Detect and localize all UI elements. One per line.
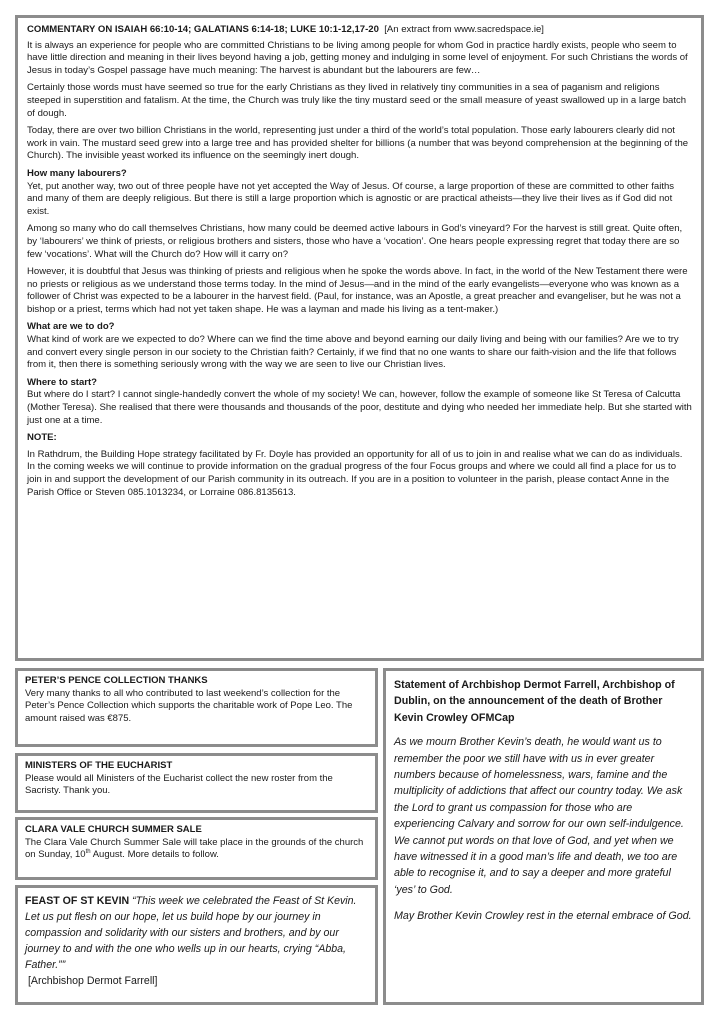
statement-closing: May Brother Kevin Crowley rest in the eternal embrace of God. [394,910,692,923]
commentary-paragraph: But where do I start? I cannot single-handedly convert the whole of my society! We can, however, follow the example of someone like St Teresa of Calcutta (Mother Teresa). She realised that there were thousands and thousands of the poor, destitute and dying who needed her immediate help. But she started with just one at a time. [27,389,692,426]
feast-of-st-kevin-notice [15,885,378,1005]
commentary-paragraph: Yet, put another way, two out of three people have not yet accepted the Way of Jesus. Of course, a large proportion of these are committed to other faiths and many of them are deeply religious. But there is still a large proportion which is agnostic or are practical atheists—they live their lives as if God did not exist. [27,180,675,217]
commentary-paragraph: What kind of work are we expected to do? Where can we find the time above and beyond earning our daily living and being with our families? Are we to try and convert every single person in our society to the Christian faith? Certainly, if we find that no one wants to share our faith-vision and the life that follows from it, then there is something seriously wrong with the way we are seen to live our Christian lives. [27,334,679,371]
summer-sale-text: The Clara Vale Church Summer Sale will take place in the grounds of the church on Sunday, 10 [25,836,364,861]
peters-pence-body: Very many thanks to all who contributed to last weekend’s collection for the Peter’s Pence Collection which supports the charitable work of Pope Leo. The amount raised was €875. [25,687,353,724]
commentary-title [27,24,692,37]
feast-quote: “This week we celebrated the Feast of St Kevin. Let us put flesh on our hope, let us build hope by our journey in compassion and solidarity with our sisters and brothers, and by our journey to and with the one who wells up in our hearts, crying “Abba, Father.”” [25,895,357,971]
statement-paragraph: As we mourn Brother Kevin’s death, he would want us to remember the poor we still have with us in ever greater numbers because of homelessness, wars, famine and the multiplicity of addictions that affect our country today. We ask the Lord to grant us compassion for those who are experiencing Calvary and sorrow for our own self-indulgence. We cannot put words on that love of God, and yet when we have witnessed it in a good man’s life and death, we too are able to recognise it, and to say a deeper and more grateful ‘yes’ to God. [394,736,684,896]
note-heading: NOTE: [27,432,57,444]
source-note: [An extract from www.sacredspace.ie] [384,24,544,35]
summer-sale-text-end: August. More details to follow. [90,849,219,861]
ministers-notice [15,753,378,813]
commentary-paragraph: Among so many who do call themselves Christians, how many could be deemed active labours in God’s vineyard? For the harvest is still great. Quite often, by ‘labourers’ we think of priests, or religious brothers and sisters, those who have a ‘vocation’. One hears people expressing regret that today there are so few ‘vocations’. What will the Church do? How will it carry on? [27,223,683,260]
archbishop-statement [383,668,704,1005]
ministers-body: Please would all Ministers of the Eucharist collect the new roster from the Sacristy. Thank you. [25,772,333,797]
section-heading: What are we to do? [27,321,115,333]
summer-sale-notice [15,817,378,880]
commentary-paragraph: Today, there are over two billion Christians in the world, representing just under a third of the world’s total population. Those early labourers clearly did not work in vain. The mustard seed grew into a large tree and has provided shelter for billions (a number that was beyond comprehension at the beginning of the Church). The invisible yeast worked its influence on the seemingly inert dough. [27,125,689,162]
summer-sale-heading: CLARA VALE CHURCH SUMMER SALE [25,824,202,835]
peters-pence-notice [15,668,378,747]
date-suffix: th [85,849,91,856]
note-paragraph: In Rathdrum, the Building Hope strategy facilitated by Fr. Doyle has provided an opportunity for all of us to join in and realise what we can do as individuals. In the coming weeks we will continue to provide information on the gradual progress of the four Focus groups and where we could all find a place for us to join in and support the development of our Parish community in its outreach. If you are in a position to volunteer in the parish, please contact Anne in the Parish Office or Steven 085.1013234, or Lorraine 086.8135613. [27,448,683,498]
commentary-paragraph: However, it is doubtful that Jesus was thinking of priests and religious when he spoke the words above. In fact, in the world of the New Testament there were no priests or religious as we understand those terms today. In the mind of Jesus—and in the mind of the early evangelists—everyone who was known as a follower of Christ was expected to be a labourer in the harvest field. (Paul, for instance, was an Apostle, a great preacher and evangeliser, but he was not a bishop or a priest, terms which had not yet taken shape. He was a layman and made his living as a tent-maker.) [27,266,688,315]
statement-heading: Statement of Archbishop Dermot Farrell, Archbishop of Dublin, on the announcement of the death of Brother Kevin Crowley OFMCap [394,679,675,724]
commentary-box [15,15,704,661]
ministers-heading: MINISTERS OF THE EUCHARIST [25,760,173,771]
commentary-title-text: COMMENTARY ON ISAIAH 66:10-14; GALATIANS 6:14-18; LUKE 10:1-12,17-20 [27,24,379,35]
section-heading: How many labourers? [27,167,127,179]
feast-attribution: [Archbishop Dermot Farrell] [27,975,158,987]
peters-pence-heading: PETER’S PENCE COLLECTION THANKS [25,675,208,686]
commentary-paragraph: It is always an experience for people who are committed Christians to be living among people for whom God in practice hardly exists, people who seem to have little direction and meaning in their lives beyond having a job, getting money and indulging in some level of enjoyment. For such Christians the words of Jesus in today’s Gospel passage have much meaning: The harvest is abundant but the labourers are few… [27,39,688,76]
summer-sale-body [25,837,368,862]
commentary-paragraph: Certainly those words must have seemed so true for the early Christians as they lived in relatively tiny communities in a sea of paganism and religions steeped in superstition and fatalism. At the time, the Church was truly like the tiny mustard seed or the small measure of yeast swallowed up in a large batch of dough. [27,82,687,119]
feast-heading: FEAST OF ST KEVIN [25,895,130,907]
section-heading: Where to start? [27,376,98,388]
